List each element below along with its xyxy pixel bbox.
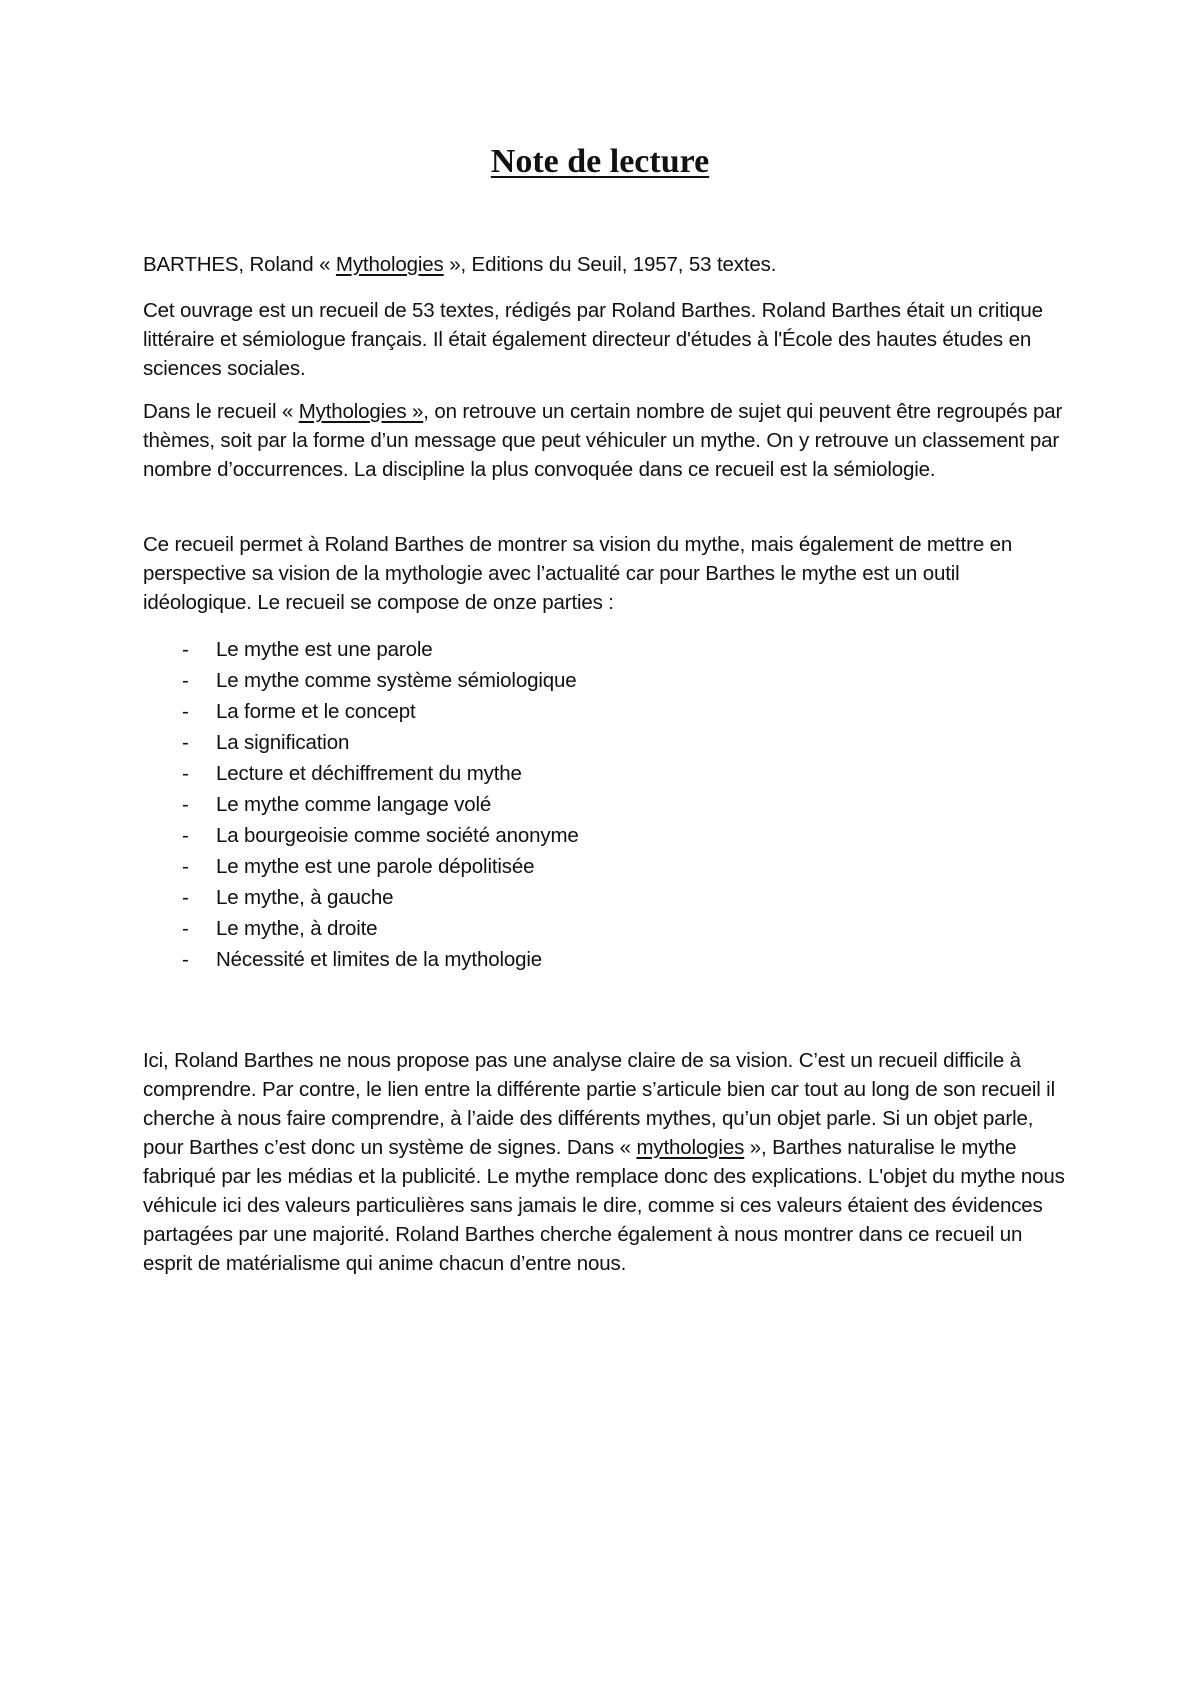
page-title: Note de lecture	[490, 143, 710, 180]
list-bullet: -	[182, 793, 189, 816]
list-item-label: Le mythe comme langage volé	[216, 793, 492, 816]
list-item	[180, 789, 579, 820]
list-bullet: -	[182, 762, 189, 785]
list-item-label: Le mythe, à droite	[216, 917, 378, 940]
list-bullet: -	[182, 917, 189, 940]
reference-suffix: », Editions du Seuil, 1957, 53 textes.	[443, 253, 777, 276]
list-item-label: Le mythe est une parole dépolitisée	[216, 855, 535, 878]
reference-prefix: BARTHES, Roland «	[143, 253, 336, 276]
bibliographic-reference	[143, 250, 1073, 279]
list-bullet: -	[182, 731, 189, 754]
list-item-label: Lecture et déchiffrement du mythe	[216, 762, 522, 785]
list-item	[180, 944, 579, 975]
list-item-label: Nécessité et limites de la mythologie	[216, 948, 543, 971]
list-item	[180, 665, 579, 696]
paragraph-themes-prefix: Dans le recueil «	[143, 400, 299, 423]
list-bullet: -	[182, 855, 189, 878]
paragraph-themes	[143, 397, 1073, 484]
reference-work-title: Mythologies	[335, 253, 444, 276]
list-item-label: La bourgeoisie comme société anonyme	[216, 824, 579, 847]
list-item	[180, 820, 579, 851]
parts-list	[180, 634, 579, 975]
paragraph-analysis-work-title: mythologies	[636, 1136, 745, 1159]
list-item	[180, 851, 579, 882]
list-bullet: -	[182, 700, 189, 723]
paragraph-introduction: Cet ouvrage est un recueil de 53 textes, rédigés par Roland Barthes. Roland Barthes était un critique littéraire et sémiologue français. Il était également directeur d'études à l'École des hautes études en sciences sociales.	[143, 299, 1043, 380]
list-bullet: -	[182, 669, 189, 692]
paragraph-analysis-prefix: Ici, Roland Barthes ne nous propose pas une analyse claire de sa vision. C’est un recueil difficile à comprendre. Par contre, le lien entre la différente partie s’articule bien car tout au long de son recueil il cherche à nous faire comprendre, à l’aide des différents mythes, qu’un objet parle. Si un objet parle, pour Barthes c’est donc un système de signes. Dans «	[143, 1049, 1055, 1159]
list-item	[180, 758, 579, 789]
list-item	[180, 696, 579, 727]
paragraph-themes-work-title: Mythologies »	[298, 400, 424, 423]
paragraph-analysis-suffix: », Barthes naturalise le mythe fabriqué par les médias et la publicité. Le mythe remplace donc des explications. L'objet du mythe nous véhicule ici des valeurs particulières sans jamais le dire, comme si ces valeurs étaient des évidences partagées par une majorité. Roland Barthes cherche également à nous montrer dans ce recueil un esprit de matérialisme qui anime chacun d’entre nous.	[143, 1136, 1065, 1275]
list-bullet: -	[182, 948, 189, 971]
list-item-label: Le mythe, à gauche	[216, 886, 394, 909]
list-item	[180, 913, 579, 944]
paragraph-themes-suffix: , on retrouve un certain nombre de sujet qui peuvent être regroupés par thèmes, soit par la forme d’un message que peut véhiculer un mythe. On y retrouve un classement par nombre d’occurrences. La discipline la plus convoquée dans ce recueil est la sémiologie.	[143, 400, 1063, 481]
list-bullet: -	[182, 638, 189, 661]
list-item-label: La forme et le concept	[216, 700, 416, 723]
list-item	[180, 727, 579, 758]
list-bullet: -	[182, 824, 189, 847]
paragraph-analysis	[143, 1046, 1073, 1278]
list-item-label: La signification	[216, 731, 350, 754]
list-item-label: Le mythe est une parole	[216, 638, 433, 661]
list-bullet: -	[182, 886, 189, 909]
list-item-label: Le mythe comme système sémiologique	[216, 669, 577, 692]
paragraph-vision: Ce recueil permet à Roland Barthes de montrer sa vision du mythe, mais également de mettre en perspective sa vision de la mythologie avec l’actualité car pour Barthes le mythe est un outil idéologique. Le recueil se compose de onze parties :	[143, 533, 1013, 614]
list-item	[180, 882, 579, 913]
list-item	[180, 634, 579, 665]
